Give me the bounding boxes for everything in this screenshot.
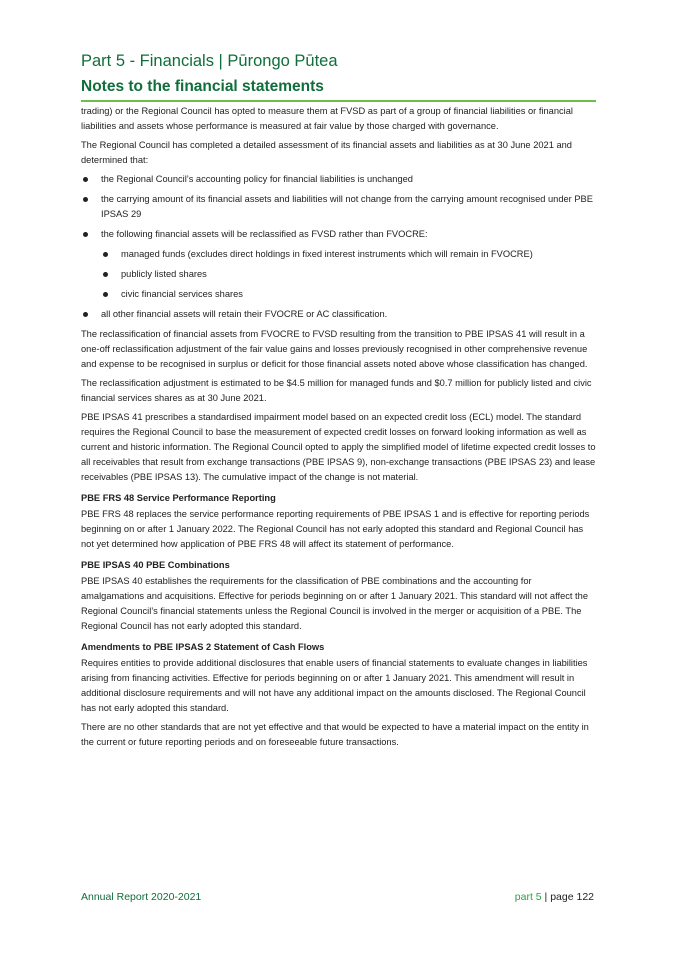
sub-bullet-list: [101, 247, 597, 302]
section-title: Notes to the financial statements: [81, 78, 324, 95]
paragraph: The reclassification adjustment is estimated to be $4.5 million for managed funds and $0.7 million for publicly listed and civic financial services shares as at 30 June 2021.: [81, 378, 592, 403]
subheading: PBE IPSAS 40 PBE Combinations: [81, 560, 230, 570]
list-item: all other financial assets will retain their FVOCRE or AC classification.: [81, 307, 597, 322]
subheading: Amendments to PBE IPSAS 2 Statement of Cash Flows: [81, 642, 325, 652]
footer-separator: |: [544, 891, 548, 903]
paragraph: trading) or the Regional Council has opted to measure them at FVSD as part of a group of financial liabilities or financial liabilities and assets whose performance is measured at fair value by those charged with governance.: [81, 106, 573, 131]
paragraph: The Regional Council has completed a detailed assessment of its financial assets and liabilities as at 30 June 2021 and determined that:: [81, 140, 572, 165]
list-item: [81, 227, 597, 302]
paragraph: PBE FRS 48 replaces the service performance reporting requirements of PBE IPSAS 1 and is effective for reporting periods beginning on or after 1 January 2022. The Regional Council has not early adopted this standard and Regional Council has not yet determined how application of PBE FRS 48 will affect its statement of performance.: [81, 509, 590, 549]
paragraph: There are no other standards that are not yet effective and that would be expected to have a material impact on the entity in the current or future reporting periods and on foreseeable future transactions.: [81, 722, 589, 747]
subheading: PBE FRS 48 Service Performance Reporting: [81, 493, 276, 503]
sub-list-item: civic financial services shares: [101, 287, 597, 302]
bullet-list: [81, 172, 597, 322]
footer-page-number: page 122: [550, 891, 594, 903]
paragraph: PBE IPSAS 41 prescribes a standardised impairment model based on an expected credit loss (ECL) model. The standard requires the Regional Council to base the measurement of expected credit losses on forward looking information as well as current and historic information. The Regional Council opted to apply the simplified model of lifetime expected credit losses to all receivables that result from exchange transactions (PBE IPSAS 9), non-exchange transactions (PBE IPSAS 23) and lease receivables (PBE IPSAS 13). The cumulative impact of the change is not material.: [81, 412, 596, 482]
paragraph: PBE IPSAS 40 establishes the requirements for the classification of PBE combinations and the accounting for amalgamations and acquisitions. Effective for periods beginning on or after 1 January 2021. This standard will not affect the Regional Council’s financial statements unless the Regional Council is involved in the merger or acquisition of a PBE. The Regional Council has not early adopted this standard.: [81, 576, 588, 631]
footer-part: part 5: [514, 891, 542, 903]
footer-report-title: Annual Report 2020-2021: [81, 891, 202, 903]
sub-list-item: publicly listed shares: [101, 267, 597, 282]
paragraph: Requires entities to provide additional disclosures that enable users of financial statements to evaluate changes in liabilities arising from financing activities. Effective for periods beginning on or after 1 January 2021. This amendment will result in additional disclosure requirements and will not have any additional impact on the amounts disclosed. The Regional Council has not early adopted this standard.: [81, 658, 588, 713]
part-title: Part 5 - Financials | Pūrongo Pūtea: [81, 52, 338, 70]
body-text: [81, 104, 597, 754]
sub-list-item: managed funds (excludes direct holdings in fixed interest instruments which will remain in FVOCRE): [101, 247, 597, 262]
list-item: the Regional Council’s accounting policy for financial liabilities is unchanged: [81, 172, 597, 187]
paragraph: The reclassification of financial assets from FVOCRE to FVSD resulting from the transition to PBE IPSAS 41 will result in a one-off reclassification adjustment of the fair value gains and losses previously recognised in other comprehensive revenue and expense to be recognised in surplus or deficit for those financial assets noted above whose classification has changed.: [81, 329, 588, 369]
title-divider: [81, 100, 596, 102]
footer-page-info: [515, 891, 594, 903]
list-item: the carrying amount of its financial assets and liabilities will not change from the carrying amount recognised under PBE IPSAS 29: [81, 192, 597, 222]
list-item-text: the following financial assets will be reclassified as FVSD rather than FVOCRE:: [101, 229, 428, 239]
